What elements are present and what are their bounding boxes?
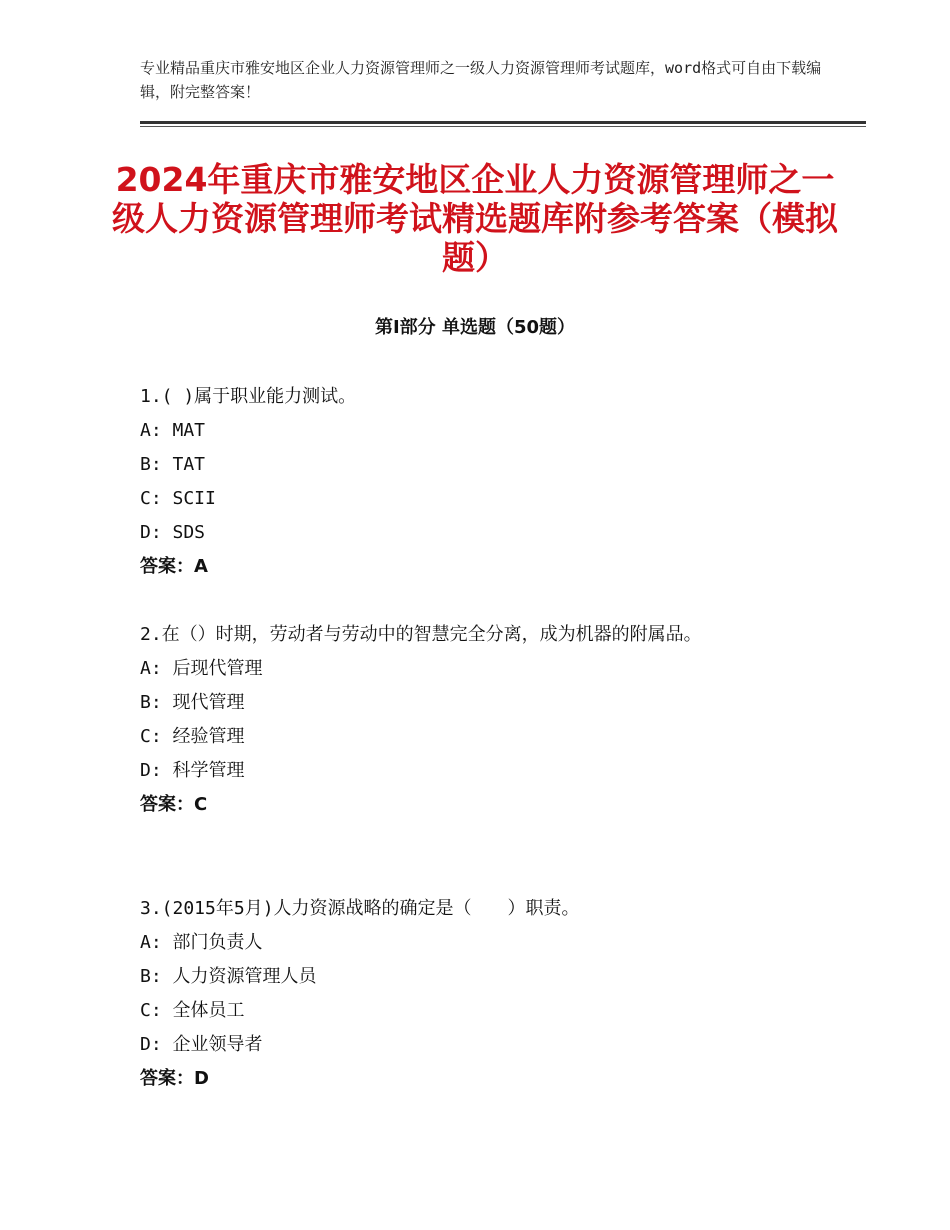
question-3 [140, 892, 800, 1096]
header-divider [140, 121, 866, 124]
answer: 答案：D [140, 1068, 209, 1089]
option-c: C: 经验管理 [140, 726, 245, 747]
answer: 答案：A [140, 556, 208, 577]
question-1 [140, 380, 800, 584]
question-2 [140, 618, 800, 822]
option-c: C: 全体员工 [140, 1000, 245, 1021]
question-stem: 2.在（）时期，劳动者与劳动中的智慧完全分离，成为机器的附属品。 [140, 624, 702, 645]
option-d: D: 企业领导者 [140, 1034, 263, 1055]
option-b: B: TAT [140, 454, 206, 475]
option-d: D: 科学管理 [140, 760, 245, 781]
option-c: C: SCII [140, 488, 216, 509]
section-title: 第Ⅰ部分 单选题（50题） [374, 317, 575, 338]
option-b: B: 现代管理 [140, 692, 245, 713]
document-title: 2024年重庆市雅安地区企业人力资源管理师之一级人力资源管理师考试精选题库附参考答案（模拟题） [112, 160, 838, 277]
question-stem: 3.(2015年5月)人力资源战略的确定是（ ）职责。 [140, 898, 580, 919]
option-a: A: 部门负责人 [140, 932, 263, 953]
option-b: B: 人力资源管理人员 [140, 966, 317, 987]
option-a: A: 后现代管理 [140, 658, 263, 679]
header-note: 专业精品重庆市雅安地区企业人力资源管理师之一级人力资源管理师考试题库，word格式可自由下载编辑，附完整答案！ [140, 59, 822, 101]
option-a: A: MAT [140, 420, 206, 441]
answer: 答案：C [140, 794, 208, 815]
question-stem: 1.( )属于职业能力测试。 [140, 386, 357, 407]
header-divider-thin [140, 126, 866, 127]
option-d: D: SDS [140, 522, 206, 543]
